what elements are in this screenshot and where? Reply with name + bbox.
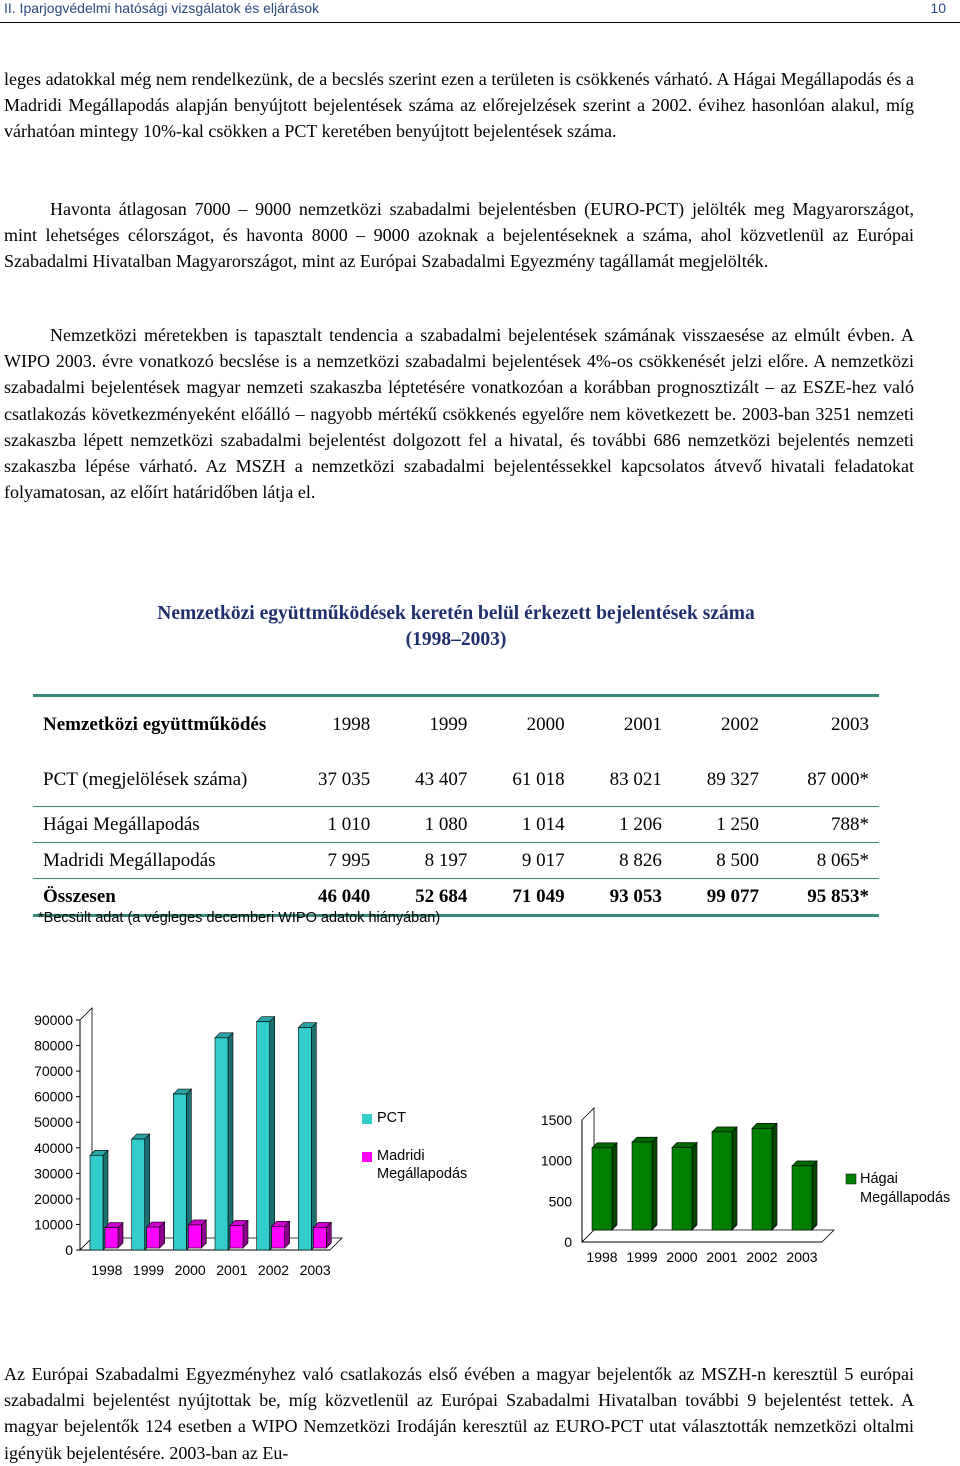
header-divider xyxy=(0,22,960,23)
value-cell: 9 017 xyxy=(477,843,574,879)
chart2-floor xyxy=(582,1230,834,1242)
chart1-x-tick-label: 2002 xyxy=(257,1262,290,1278)
chart2-x-tick-label: 2000 xyxy=(666,1249,698,1265)
chart1-y-tick-label: 40000 xyxy=(34,1139,73,1156)
chart1-legend-swatch xyxy=(362,1152,372,1162)
table-title-line-1: Nemzetközi együttműködések keretén belül érkezett bejelentések száma xyxy=(157,603,755,624)
chart1-y-tick-label: 60000 xyxy=(34,1088,73,1105)
value-cell: 52 684 xyxy=(380,879,477,916)
row-label: Összesen xyxy=(33,879,283,916)
value-cell: 8 500 xyxy=(672,843,769,879)
chart2-x-tick-label: 2001 xyxy=(706,1249,738,1265)
chart1-bar-pct xyxy=(298,1023,316,1250)
chart2-bar-hague-side xyxy=(612,1143,617,1230)
page-number: 10 xyxy=(930,0,946,16)
chart2-bar-hague-front xyxy=(592,1148,612,1230)
value-cell: 8 826 xyxy=(575,843,672,879)
value-cell: 93 053 xyxy=(575,879,672,916)
value-cell: 61 018 xyxy=(512,768,565,790)
chart2-bar-hague-side xyxy=(732,1127,737,1230)
chart2-x-tick-label: 2002 xyxy=(746,1249,778,1265)
row-label: Hágai Megállapodás xyxy=(33,807,283,843)
chart1-bar-pct-front xyxy=(215,1038,228,1250)
value-cell: 95 853* xyxy=(769,879,879,916)
chart2-y-tick-label: 1000 xyxy=(540,1152,572,1169)
chart1-bar-madrid xyxy=(313,1222,331,1248)
chart1-bar-madrid xyxy=(147,1222,165,1248)
paragraph-1: leges adatokkal még nem rendelkezünk, de a becslés szerint ezen a területen is csökkenés várható. A Hágai Megállapodás és a Madridi Megállapodás alapján benyújtott bejelentések száma az előrejelzések szerint a 2002. évihez hasonlóan alakul, míg várhatóan mintegy 10%-kal csökken a PCT keretében benyújtott bejelentések száma. xyxy=(4,69,914,142)
chart1-y-tick-label: 70000 xyxy=(34,1063,73,1080)
value-cell: 37 035 xyxy=(317,768,371,790)
chart2-bar-hague-side xyxy=(692,1143,697,1230)
chart1-legend-swatch xyxy=(362,1114,372,1124)
table-title xyxy=(0,601,912,653)
chart1-bar-madrid-front xyxy=(188,1225,201,1248)
table-header-row xyxy=(33,696,879,754)
value-cell: 8 197 xyxy=(380,843,477,879)
chart2-x-tick-label: 2003 xyxy=(786,1249,818,1265)
chart2-bar-hague xyxy=(632,1137,657,1230)
value-cell: 99 077 xyxy=(672,879,769,916)
chart1-y-tick-label: 10000 xyxy=(34,1216,73,1233)
chart2-x-tick-label: 1998 xyxy=(586,1249,618,1265)
chart2-y-tick-label: 0 xyxy=(564,1234,572,1250)
chart1-bar-madrid-front xyxy=(230,1225,243,1248)
value-cell: 788* xyxy=(769,807,879,843)
value-cell: 87 000* xyxy=(807,768,869,790)
value-cell: 89 327 xyxy=(706,768,760,790)
chart2-legend-label: Megállapodás xyxy=(860,1190,951,1206)
chart2-bar-hague-front xyxy=(752,1128,772,1230)
header-label: Nemzetközi együttműködés xyxy=(33,696,283,754)
chart2-bar-hague xyxy=(792,1161,817,1230)
year-cell: 1999 xyxy=(380,696,477,754)
value-cell: 83 021 xyxy=(609,768,662,790)
chart1-y-tick-label: 30000 xyxy=(34,1165,73,1182)
table-row xyxy=(33,807,879,843)
charts-svg xyxy=(0,990,960,1300)
chart1-x-tick-label: 2001 xyxy=(216,1262,248,1278)
paragraph-3: Nemzetközi méretekben is tapasztalt tendencia a szabadalmi bejelentések számának visszaesése az elmúlt évben. A WIPO 2003. évre vonatkozó becslése is a nemzetközi szabadalmi bejelentések 4%-os csökkenését jelzi előre. A nemzetközi szabadalmi bejelentések magyar nemzeti szakaszba léptetésére vonatkozóan a korábban prognosztizált – az ESZE-hez való csatlakozás következményeként előálló – nagyobb mértékű csökkenés egyelőre nem következett be. 2003-ban 3251 nemzeti szakaszba lépett nemzetközi szabadalmi bejelentést dolgozott fel a hivatal, és további 686 nemzetközi bejelentés nemzeti szakaszba lépése várható. Az MSZH a nemzetközi szabadalmi bejelentéssekkel kapcsolatos átvevő hivatali feladatokat folyamatosan, az előírt határidőben látja el. xyxy=(4,325,914,503)
value-cell: 43 407 xyxy=(415,768,468,790)
table-title-line-2: (1998–2003) xyxy=(405,629,507,650)
chart1-bar-madrid-front xyxy=(272,1226,285,1248)
table-footnote: *Becsült adat (a végleges decemberi WIPO adatok hiányában) xyxy=(38,910,441,926)
chart2-bar-hague xyxy=(672,1143,697,1230)
chart2-bar-hague-side xyxy=(652,1137,657,1230)
chart1-bar-pct-front xyxy=(132,1139,145,1250)
chart1-x-tick-label: 2000 xyxy=(174,1262,206,1278)
chart2-bar-hague-front xyxy=(672,1148,692,1230)
charts-area xyxy=(0,990,960,1300)
chart1-x-tick-label: 1999 xyxy=(132,1262,165,1278)
chart2-bar-hague-front xyxy=(712,1132,732,1230)
chart2-bar-hague xyxy=(592,1143,617,1230)
value-cell: 1 206 xyxy=(575,807,672,843)
chart1-bar-pct xyxy=(257,1017,275,1250)
year-cell: 2002 xyxy=(672,696,769,754)
chart1-bar-madrid-front xyxy=(105,1228,118,1248)
chart1-y-tick-label: 90000 xyxy=(34,1012,73,1028)
paragraph-4: Az Európai Szabadalmi Egyezményhez való csatlakozás első évében a magyar bejelentők az MSZH-n keresztül 5 európai szabadalmi bejelentést nyújtottak be, míg közvetlenül az Európai Szabadalmi Hivatalban további 9 bejelentést tettek. A magyar bejelentők 124 esetben a WIPO Nemzetközi Irodáján keresztül az EURO-PCT utat választották nemzetközi oltalmi igényük bejelentésére. 2003-ban az Eu- xyxy=(4,1364,914,1463)
chart1-legend-label: Megállapodás xyxy=(377,1166,468,1182)
chart2-legend-swatch xyxy=(846,1174,856,1184)
chart2-y-tick-label: 500 xyxy=(548,1193,572,1210)
value-cell: 71 049 xyxy=(477,879,574,916)
chart2-bar-hague-side xyxy=(772,1123,777,1230)
chart1-bar-pct xyxy=(215,1033,233,1250)
chart1-y-tick-label: 50000 xyxy=(34,1114,73,1131)
chart1-legend-label: Madridi xyxy=(377,1148,425,1164)
year-cell: 2000 xyxy=(477,696,574,754)
chart1-y-tick-label: 0 xyxy=(65,1242,73,1258)
value-cell: 7 995 xyxy=(283,843,380,879)
chart1-bar-madrid xyxy=(188,1220,206,1248)
value-cell: 1 010 xyxy=(283,807,380,843)
chart1-bar-pct-side xyxy=(228,1033,233,1250)
table-row xyxy=(33,753,879,807)
chart1-y-tick-label: 20000 xyxy=(34,1190,73,1207)
chart1-bar-madrid-front xyxy=(147,1227,160,1248)
chart1-bar-pct-front xyxy=(298,1028,311,1250)
chart1-x-tick-label: 1998 xyxy=(91,1262,123,1278)
value-cell: 1 014 xyxy=(477,807,574,843)
chart1-bar-pct-front xyxy=(257,1022,270,1250)
row-label: PCT (megjelölések száma) xyxy=(43,768,248,790)
statistics-table xyxy=(33,694,879,917)
value-cell: 1 080 xyxy=(380,807,477,843)
chart2-legend-label: Hágai xyxy=(860,1171,898,1187)
year-cell: 1998 xyxy=(283,696,380,754)
year-cell: 2003 xyxy=(769,696,879,754)
value-cell: 46 040 xyxy=(283,879,380,916)
chart2-bar-hague-front xyxy=(632,1142,652,1230)
header-title: II. Iparjogvédelmi hatósági vizsgálatok és eljárások xyxy=(4,0,320,16)
row-label: Madridi Megállapodás xyxy=(33,843,283,879)
chart1-bar-madrid xyxy=(272,1221,290,1248)
value-cell: 8 065* xyxy=(769,843,879,879)
chart2-bar-hague xyxy=(752,1123,777,1230)
chart2-bar-hague-front xyxy=(792,1166,812,1230)
page-header xyxy=(0,0,960,18)
chart2-bar-hague xyxy=(712,1127,737,1230)
chart1-bar-madrid-front xyxy=(313,1227,326,1248)
chart1-bar-pct-front xyxy=(90,1155,103,1250)
chart2-y-tick-label: 1500 xyxy=(540,1112,572,1128)
chart1-bar-pct-front xyxy=(173,1094,186,1250)
chart1-bar-pct-side xyxy=(311,1023,316,1250)
paragraph-2: Havonta átlagosan 7000 – 9000 nemzetközi szabadalmi bejelentésben (EURO-PCT) jelölték meg Magyarországot, mint lehetséges célországot, és havonta 8000 – 9000 azoknak a bejelentéseknek a száma, ahol közvetlenül az Európai Szabadalmi Hivatalban Magyarországot, mint az Európai Szabadalmi Egyezmény tagállamát megjelölték. xyxy=(4,199,914,272)
chart1-bar-madrid xyxy=(230,1220,248,1248)
chart1-x-tick-label: 2003 xyxy=(299,1262,331,1278)
chart1-bar-pct-side xyxy=(270,1017,275,1250)
year-cell: 2001 xyxy=(575,696,672,754)
value-cell: 1 250 xyxy=(672,807,769,843)
chart2-bar-hague-side xyxy=(812,1161,817,1230)
chart1-bar-madrid xyxy=(105,1223,123,1248)
chart1-y-tick-label: 80000 xyxy=(34,1037,73,1054)
chart2-x-tick-label: 1999 xyxy=(626,1249,658,1265)
chart1-legend-label: PCT xyxy=(377,1110,406,1126)
table-row xyxy=(33,843,879,879)
